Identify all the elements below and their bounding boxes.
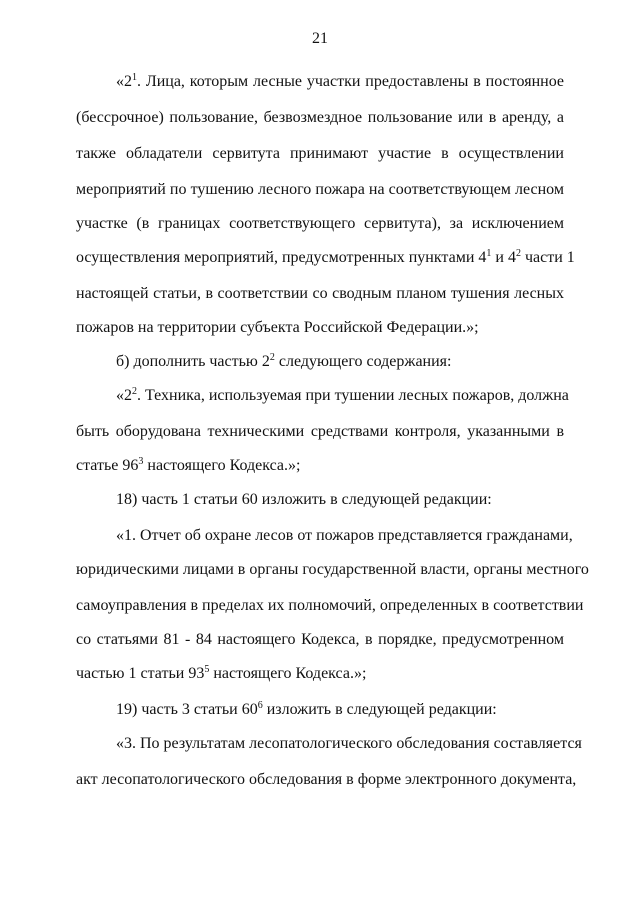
p1-line-7: настоящей статьи, в соответствии со сводным планом тушения лесных — [76, 285, 564, 302]
p1-line-6: осуществления мероприятий, предусмотренных пунктами $4^1$ и $4^2$ части 1 — [76, 248, 575, 266]
p5-line-3: самоуправления в пределах их полномочий, определенных в соответствии — [76, 597, 584, 614]
p1-line-3: также обладатели сервитута принимают участие в осуществлении — [76, 145, 564, 162]
p4-line-1: 18) часть 1 статьи 60 изложить в следующей редакции: — [116, 491, 492, 508]
p6-line-1: 19) часть 3 статьи $60^6$ изложить в следующей редакции: — [116, 700, 497, 718]
p5-line-2: юридическими лицами в органы государственной власти, органы местного — [76, 561, 589, 578]
p5-line-1: «1. Отчет об охране лесов от пожаров представляется гражданами, — [116, 527, 573, 544]
p1-line-5: участке (в границах соответствующего сервитута), за исключением — [76, 215, 564, 232]
p7-line-2: акт лесопатологического обследования в форме электронного документа, — [76, 771, 577, 788]
p1-line-2: (бессрочное) пользование, безвозмездное пользование или в аренду, а — [76, 109, 564, 126]
p5-line-4: со статьями 81 - 84 настоящего Кодекса, в порядке, предусмотренном — [76, 631, 564, 648]
page-number: 21 — [312, 30, 328, 47]
p1-line-1: «$2^1$. Лица, которым лесные участки предоставлены в постоянное — [116, 72, 564, 90]
p7-line-1: «3. По результатам лесопатологического обследования составляется — [116, 735, 582, 752]
p5-line-5: частью 1 статьи $93^5$ настоящего Кодекса.»; — [76, 664, 367, 682]
p1-line-4: мероприятий по тушению лесного пожара на соответствующем лесном — [76, 181, 564, 198]
p2-line-1: б) дополнить частью $2^2$ следующего содержания: — [116, 352, 452, 370]
p3-line-1: «$2^2$. Техника, используемая при тушении лесных пожаров, должна — [116, 386, 569, 404]
p1-line-8: пожаров на территории субъекта Российской Федерации.»; — [76, 319, 479, 336]
p3-line-3: статье $96^3$ настоящего Кодекса.»; — [76, 456, 301, 474]
p3-line-2: быть оборудована техническими средствами контроля, указанными в — [76, 423, 564, 440]
